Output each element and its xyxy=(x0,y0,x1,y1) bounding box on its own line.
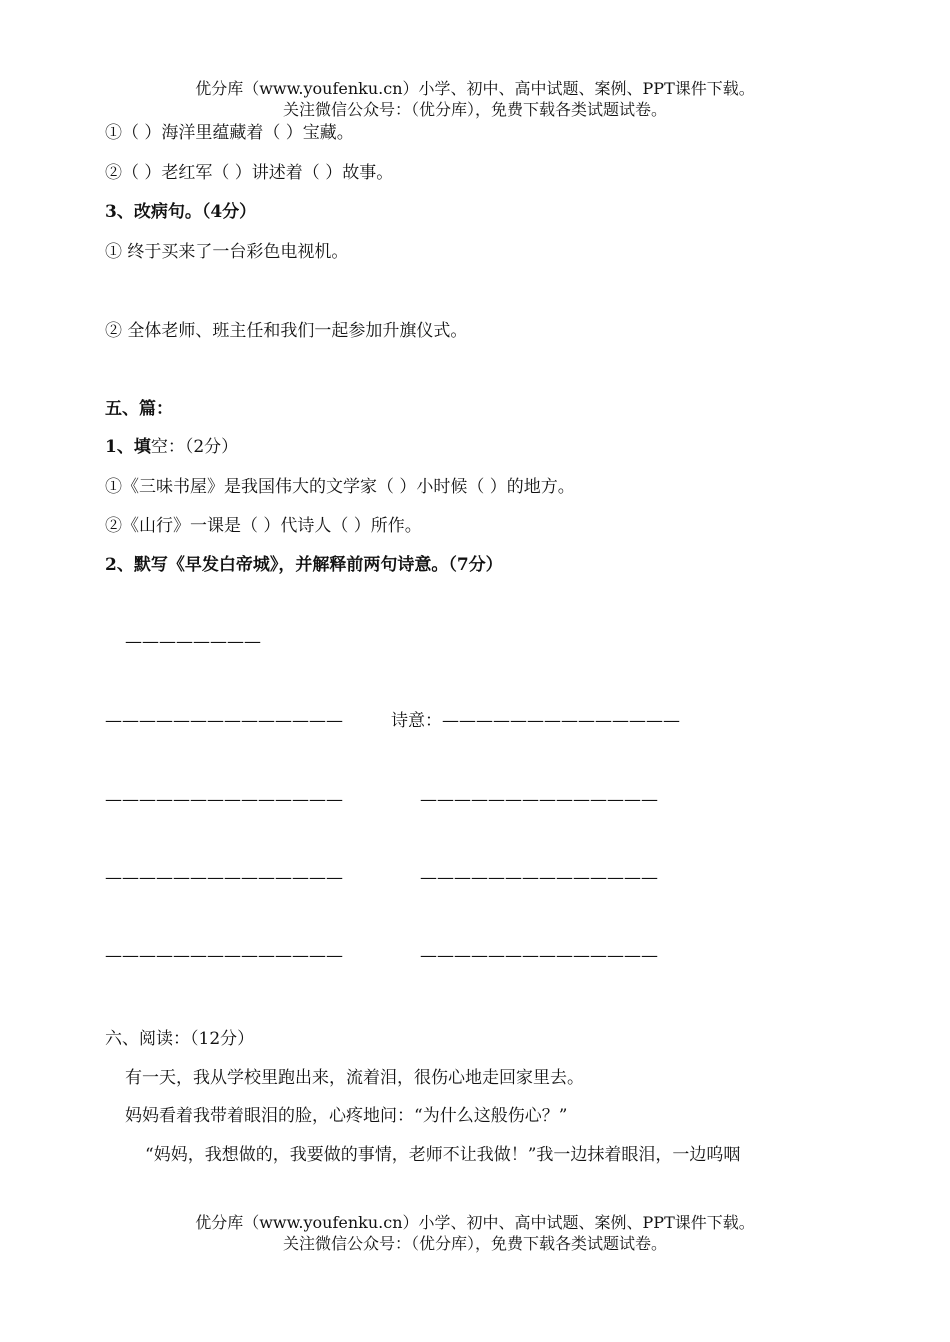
meaning-line-2: —————————————— xyxy=(420,790,658,810)
reading-paragraph-2: 妈妈看着我带着眼泪的脸，心疼地问：“为什么这般伤心？” xyxy=(125,1106,568,1126)
poem-line-3: —————————————— xyxy=(105,868,343,888)
section-5-q1-title-rest: 空：（2分） xyxy=(150,437,239,457)
section-5-q1-title xyxy=(105,436,238,458)
reading-paragraph-1: 有一天，我从学校里跑出来，流着泪，很伤心地走回家里去。 xyxy=(125,1068,584,1088)
header-line-2: 关注微信公众号：（优分库），免费下载各类试题试卷。 xyxy=(282,100,667,119)
footer-line-1: 优分库（www.youfenku.cn）小学、初中、高中试题、案例、PPT课件下载。 xyxy=(195,1213,755,1232)
section-6-title: 六、阅读：（12分） xyxy=(105,1029,255,1049)
poem-line-1: —————————————— xyxy=(105,711,343,731)
section-5-q1-item-2: ②《山行》一课是（ ）代诗人（ ）所作。 xyxy=(105,516,422,536)
question-3-item-1: ① 终于买来了一台彩色电视机。 xyxy=(105,242,349,262)
fill-item-2: ②（ ）老红军（ ）讲述着（ ）故事。 xyxy=(105,163,394,183)
poem-line-2: —————————————— xyxy=(105,790,343,810)
question-3-item-2: ② 全体老师、班主任和我们一起参加升旗仪式。 xyxy=(105,321,468,341)
section-5-q1-item-1: ①《三味书屋》是我国伟大的文学家（ ）小时候（ ）的地方。 xyxy=(105,477,575,497)
section-5-q1-title-bold: 1、填 xyxy=(105,437,151,457)
question-3-title: 3、改病句。（4分） xyxy=(105,202,257,222)
meaning-label: 诗意： xyxy=(391,711,442,731)
meaning-line-4: —————————————— xyxy=(420,946,658,966)
section-5-q2-title: 2、默写《早发白帝城》，并解释前两句诗意。（7分） xyxy=(105,555,503,575)
header-line-1: 优分库（www.youfenku.cn）小学、初中、高中试题、案例、PPT课件下载。 xyxy=(195,79,755,98)
meaning-row xyxy=(391,710,680,732)
section-5-title: 五、篇： xyxy=(105,399,173,419)
poem-title-blank: ———————— xyxy=(125,632,261,652)
footer-line-2: 关注微信公众号：（优分库），免费下载各类试题试卷。 xyxy=(282,1234,667,1253)
poem-line-4: —————————————— xyxy=(105,946,343,966)
meaning-line-3: —————————————— xyxy=(420,868,658,888)
reading-paragraph-3: “妈妈，我想做的，我要做的事情，老师不让我做！”我一边抹着眼泪，一边呜咽 xyxy=(145,1145,741,1165)
meaning-line-1: —————————————— xyxy=(442,711,680,731)
fill-item-1: ①（ ）海洋里蕴藏着（ ）宝藏。 xyxy=(105,123,354,143)
